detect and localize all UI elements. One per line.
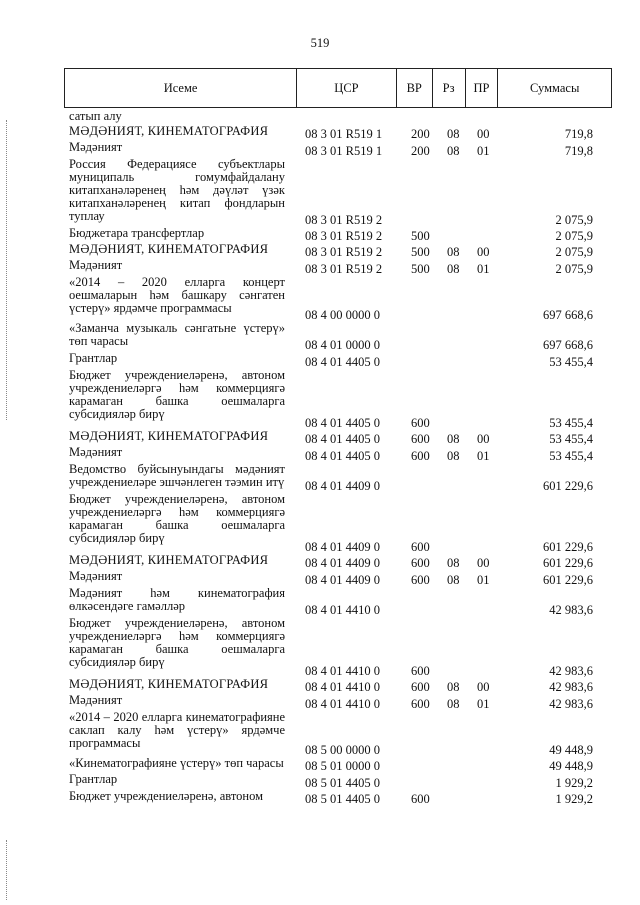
cell-vr: 600 <box>411 664 430 678</box>
cell-vr: 500 <box>411 229 430 243</box>
cell-pr: 00 <box>477 245 490 259</box>
cell-name: Бюджет учреждениеләренә, автоном учреждениеләргә һәм коммерциягә карамаган башка оешмаларга субсидияләр бирү <box>69 616 285 669</box>
cell-vr: 600 <box>411 449 430 463</box>
cell-vr: 500 <box>411 262 430 276</box>
cell-name: сатып алу <box>69 109 122 123</box>
cell-name: «2014 – 2020 елларга концерт оешмаларын һәм башкару сәнгатен үстерү» ярдәмче программасы <box>69 275 285 315</box>
table-row <box>0 493 640 554</box>
cell-csr: 08 3 01 R519 2 <box>305 229 383 243</box>
table-row <box>0 352 640 369</box>
cell-csr: 08 4 00 0000 0 <box>305 308 380 322</box>
cell-name: Грантлар <box>69 772 118 786</box>
cell-sum: 2 075,9 <box>555 229 593 243</box>
cell-name: Ведомство буйсынуындагы мәдәният учреждениеләре эшчәнлеген тәэмин итү <box>69 462 285 489</box>
cell-sum: 53 455,4 <box>549 355 593 369</box>
cell-pr: 00 <box>477 556 490 570</box>
cell-csr: 08 3 01 R519 1 <box>305 127 383 141</box>
cell-vr: 600 <box>411 680 430 694</box>
cell-csr: 08 4 01 4405 0 <box>305 355 380 369</box>
cell-rz: 08 <box>447 127 460 141</box>
header-pr: ПР <box>465 69 498 107</box>
cell-rz: 08 <box>447 245 460 259</box>
table-row <box>0 463 640 493</box>
cell-name: МӘДӘНИЯТ, КИНЕМАТОГРАФИЯ <box>69 242 269 256</box>
cell-csr: 08 4 01 4409 0 <box>305 479 380 493</box>
header-name: Исеме <box>163 80 198 95</box>
cell-vr: 600 <box>411 697 430 711</box>
cell-pr: 00 <box>477 432 490 446</box>
cell-sum: 2 075,9 <box>555 262 593 276</box>
cell-csr: 08 4 01 0000 0 <box>305 338 380 352</box>
cell-vr: 600 <box>411 416 430 430</box>
cell-pr: 01 <box>477 573 490 587</box>
cell-vr: 600 <box>411 573 430 587</box>
cell-name: Бюджет учреждениеләренә, автоном учреждениеләргә һәм коммерциягә карамаган башка оешмаларга субсидияләр бирү <box>69 368 285 421</box>
cell-sum: 697 668,6 <box>543 338 593 352</box>
cell-sum: 697 668,6 <box>543 308 593 322</box>
cell-name: Мәдәният <box>69 693 123 707</box>
table-row <box>0 430 640 446</box>
table-row <box>0 446 640 463</box>
cell-csr: 08 4 01 4409 0 <box>305 556 380 570</box>
cell-name: Мәдәният <box>69 445 123 459</box>
table-row <box>0 617 640 678</box>
table-row <box>0 757 640 773</box>
cell-name: Мәдәният <box>69 140 123 154</box>
cell-sum: 601 229,6 <box>543 556 593 570</box>
cell-pr: 01 <box>477 144 490 158</box>
cell-csr: 08 4 01 4409 0 <box>305 573 380 587</box>
cell-csr: 08 4 01 4410 0 <box>305 664 380 678</box>
cell-name: МӘДӘНИЯТ, КИНЕМАТОГРАФИЯ <box>69 429 269 443</box>
header-vr: ВР <box>396 69 432 107</box>
cell-sum: 42 983,6 <box>549 664 593 678</box>
cell-sum: 1 929,2 <box>555 776 593 790</box>
cell-sum: 601 229,6 <box>543 479 593 493</box>
cell-sum: 1 929,2 <box>555 792 593 806</box>
cell-name: МӘДӘНИЯТ, КИНЕМАТОГРАФИЯ <box>69 124 269 138</box>
cell-name: «2014 – 2020 елларга кинематографияне саклап калу һәм үстерү» ярдәмче программасы <box>69 710 285 750</box>
cell-csr: 08 4 01 4405 0 <box>305 432 380 446</box>
table-row <box>0 790 640 806</box>
cell-vr: 600 <box>411 540 430 554</box>
page-edge-mark <box>6 840 8 900</box>
cell-csr: 08 3 01 R519 1 <box>305 144 383 158</box>
cell-name: Мәдәният һәм кинематография өлкәсендәге гамәлләр <box>69 586 285 613</box>
cell-csr: 08 3 01 R519 2 <box>305 245 383 259</box>
cell-csr: 08 5 01 4405 0 <box>305 792 380 806</box>
table-row <box>0 587 640 617</box>
table-row <box>0 259 640 276</box>
cell-rz: 08 <box>447 680 460 694</box>
cell-csr: 08 4 01 4409 0 <box>305 540 380 554</box>
cell-name: Мәдәният <box>69 258 123 272</box>
cell-name: Бюджет учреждениеләренә, автоном <box>69 789 264 803</box>
cell-sum: 42 983,6 <box>549 697 593 711</box>
table-row <box>0 711 640 757</box>
cell-sum: 42 983,6 <box>549 680 593 694</box>
cell-vr: 200 <box>411 144 430 158</box>
cell-csr: 08 4 01 4410 0 <box>305 697 380 711</box>
cell-name: МӘДӘНИЯТ, КИНЕМАТОГРАФИЯ <box>69 553 269 567</box>
table-row <box>0 554 640 570</box>
header-sum: Суммасы <box>497 69 611 107</box>
cell-name: Россия Федерациясе субъектлары муниципаль гомумфайдалану китапханәләренең һәм дәүләт үзәк китапханәләренең китап фондларын туплау <box>69 157 285 223</box>
cell-sum: 2 075,9 <box>555 245 593 259</box>
cell-rz: 08 <box>447 144 460 158</box>
table-row <box>0 678 640 694</box>
table-row <box>0 369 640 430</box>
cell-sum: 2 075,9 <box>555 213 593 227</box>
cell-rz: 08 <box>447 556 460 570</box>
cell-sum: 53 455,4 <box>549 416 593 430</box>
cell-pr: 01 <box>477 697 490 711</box>
cell-sum: 49 448,9 <box>549 759 593 773</box>
cell-csr: 08 4 01 4410 0 <box>305 680 380 694</box>
cell-csr: 08 5 00 0000 0 <box>305 743 380 757</box>
cell-pr: 00 <box>477 127 490 141</box>
cell-sum: 719,8 <box>564 144 593 158</box>
cell-sum: 53 455,4 <box>549 432 593 446</box>
cell-rz: 08 <box>447 697 460 711</box>
table-row <box>0 158 640 227</box>
table-row <box>0 243 640 259</box>
table-row <box>0 276 640 322</box>
header-rz: Рз <box>432 69 465 107</box>
cell-rz: 08 <box>447 573 460 587</box>
table-header <box>64 68 612 108</box>
cell-csr: 08 5 01 0000 0 <box>305 759 380 773</box>
cell-sum: 53 455,4 <box>549 449 593 463</box>
header-csr: ЦСР <box>296 69 396 107</box>
table-row <box>0 570 640 587</box>
cell-vr: 600 <box>411 792 430 806</box>
cell-vr: 500 <box>411 245 430 259</box>
table-row <box>0 141 640 158</box>
cell-vr: 600 <box>411 432 430 446</box>
cell-vr: 600 <box>411 556 430 570</box>
cell-vr: 200 <box>411 127 430 141</box>
cell-sum: 601 229,6 <box>543 573 593 587</box>
cell-rz: 08 <box>447 449 460 463</box>
cell-name: Бюджетара трансфертлар <box>69 226 205 240</box>
cell-rz: 08 <box>447 262 460 276</box>
cell-csr: 08 4 01 4410 0 <box>305 603 380 617</box>
table-row <box>0 110 640 125</box>
cell-name: Грантлар <box>69 351 118 365</box>
cell-pr: 01 <box>477 262 490 276</box>
cell-name: «Кинематографияне үстерү» төп чарасы <box>69 756 284 770</box>
table-row <box>0 227 640 243</box>
cell-sum: 49 448,9 <box>549 743 593 757</box>
cell-name: «Заманча музыкаль сәнгатьне үстерү» төп чарасы <box>69 321 285 348</box>
cell-sum: 42 983,6 <box>549 603 593 617</box>
page-number: 519 <box>310 36 330 50</box>
cell-csr: 08 3 01 R519 2 <box>305 213 383 227</box>
cell-csr: 08 4 01 4405 0 <box>305 416 380 430</box>
table-row <box>0 125 640 141</box>
cell-rz: 08 <box>447 432 460 446</box>
cell-pr: 00 <box>477 680 490 694</box>
table-row <box>0 694 640 711</box>
cell-name: МӘДӘНИЯТ, КИНЕМАТОГРАФИЯ <box>69 677 269 691</box>
cell-csr: 08 4 01 4405 0 <box>305 449 380 463</box>
cell-csr: 08 3 01 R519 2 <box>305 262 383 276</box>
table-row <box>0 322 640 352</box>
table-row <box>0 773 640 790</box>
cell-sum: 601 229,6 <box>543 540 593 554</box>
cell-name: Мәдәният <box>69 569 123 583</box>
cell-csr: 08 5 01 4405 0 <box>305 776 380 790</box>
table-body <box>0 110 640 806</box>
cell-pr: 01 <box>477 449 490 463</box>
cell-sum: 719,8 <box>564 127 593 141</box>
cell-name: Бюджет учреждениеләренә, автоном учреждениеләргә һәм коммерциягә карамаган башка оешмаларга субсидияләр бирү <box>69 492 285 545</box>
